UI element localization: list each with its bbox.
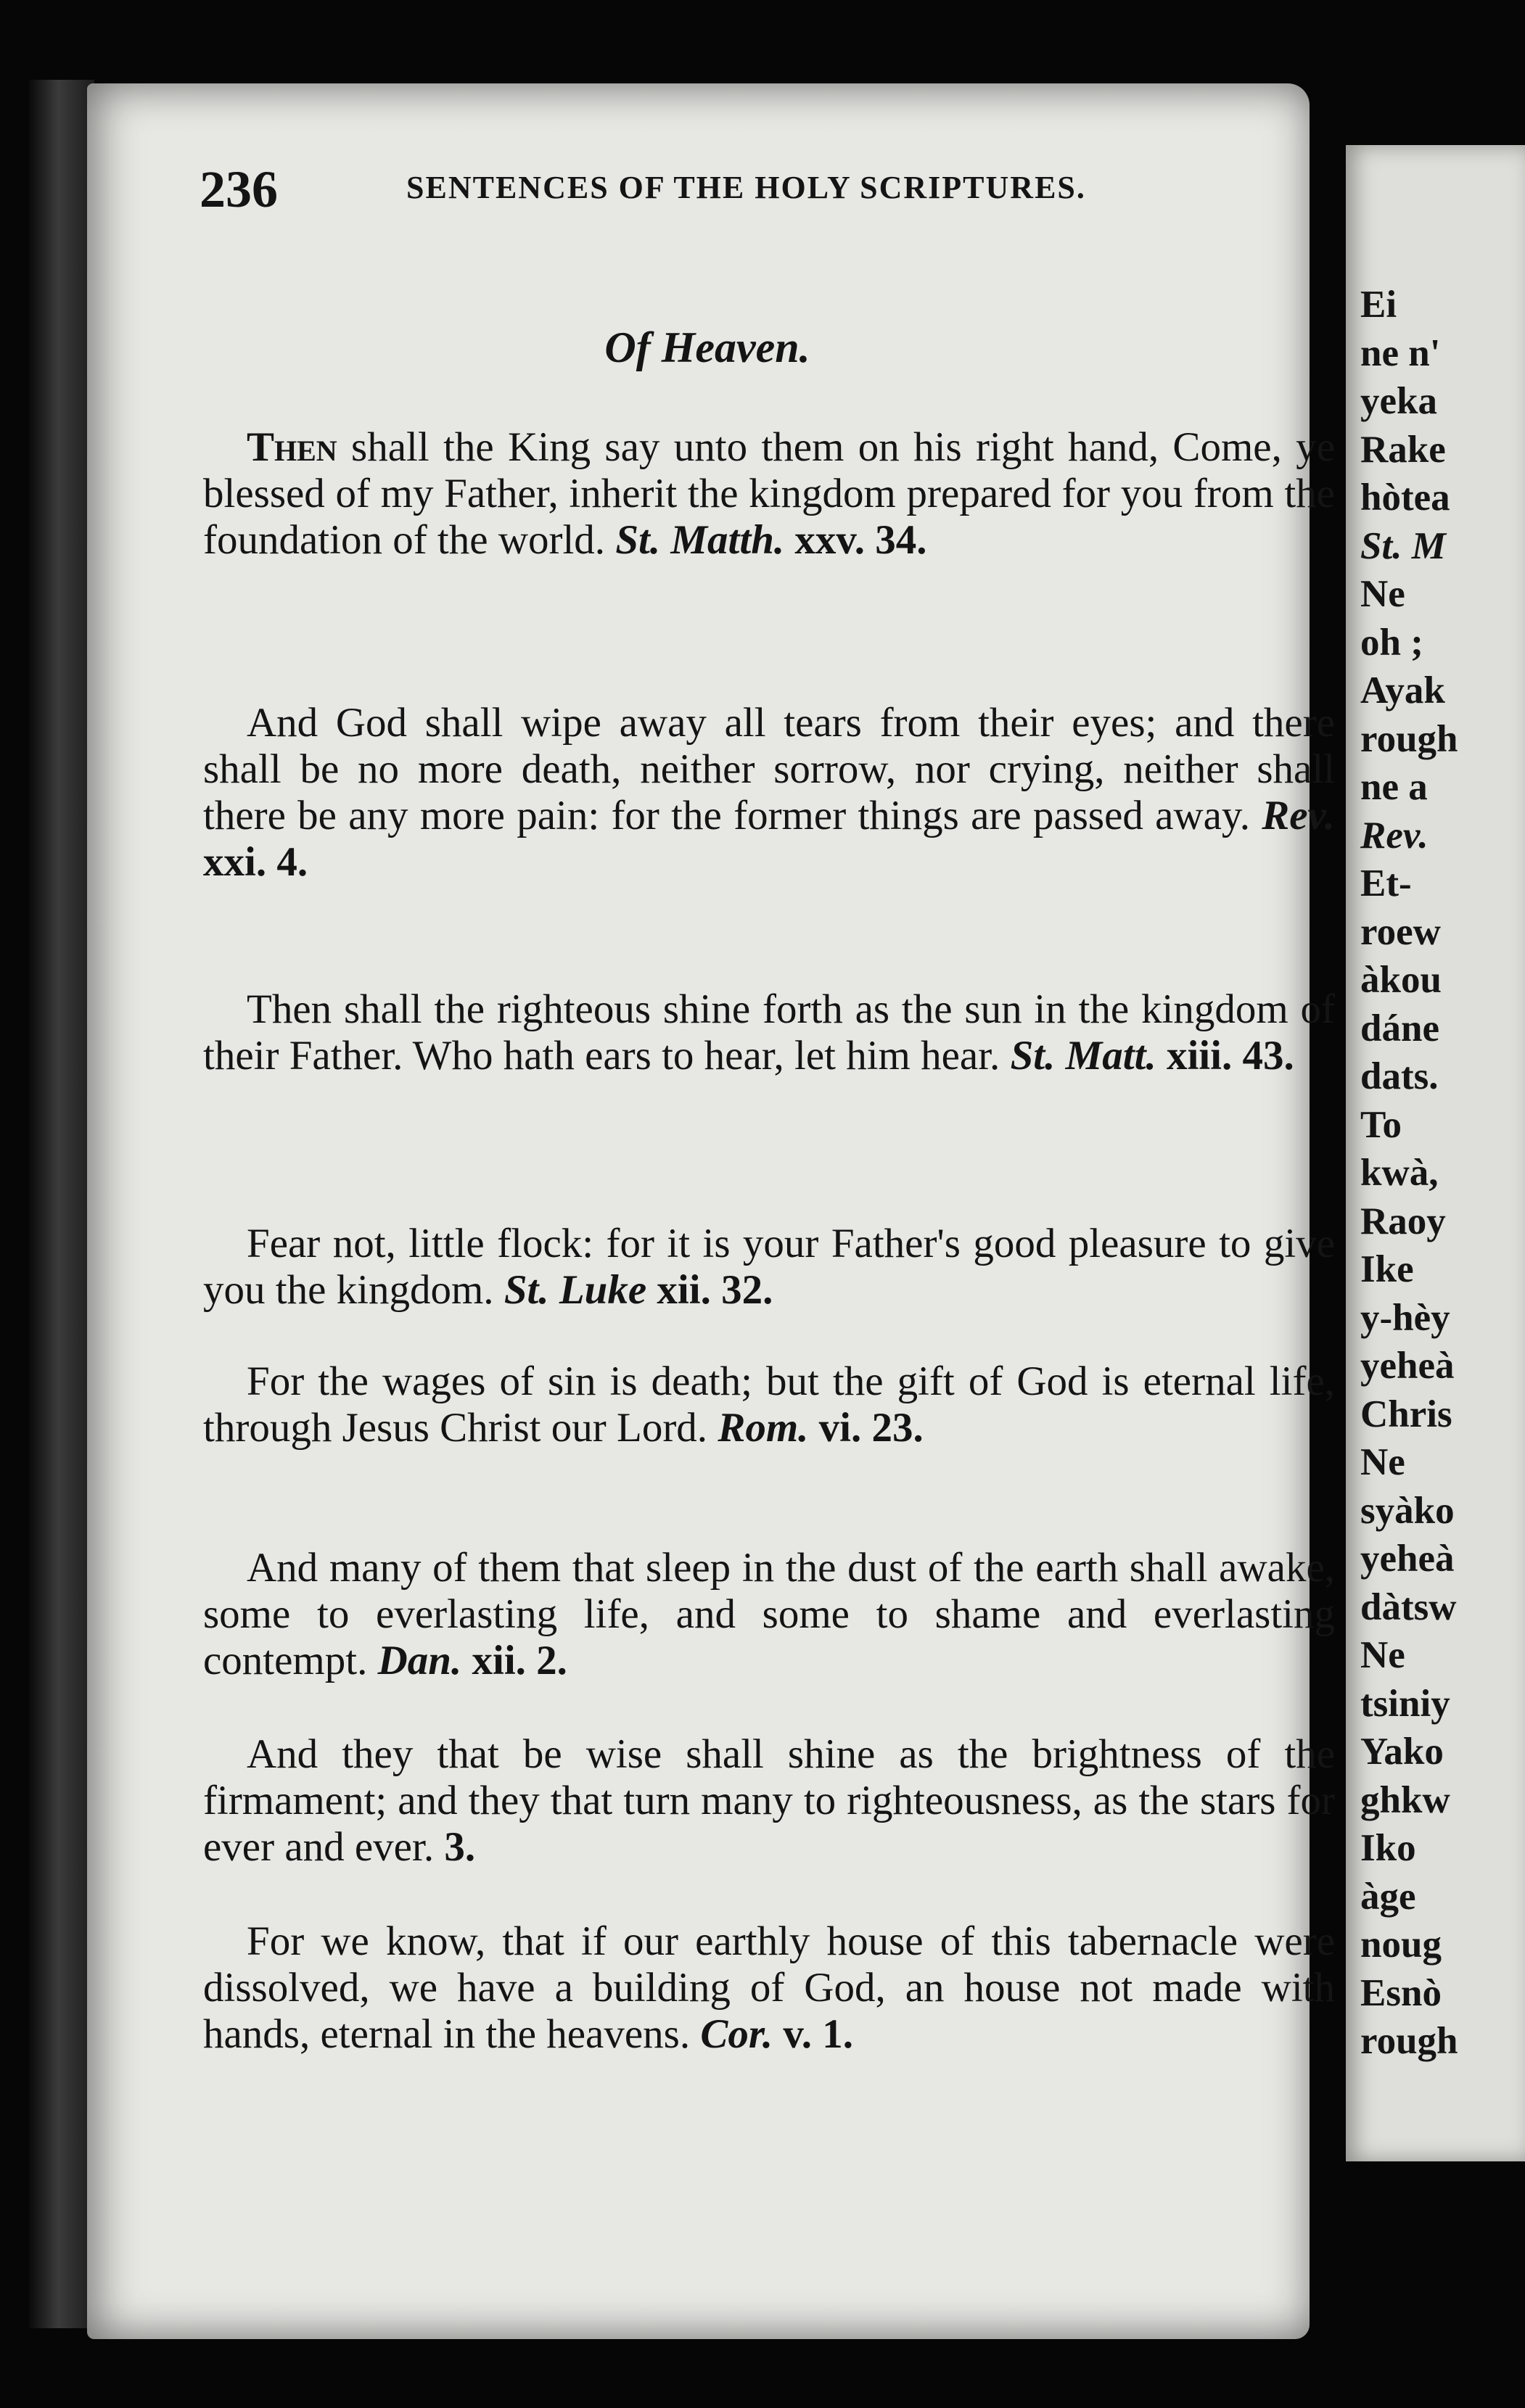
scripture-paragraph	[203, 1918, 1335, 2058]
facing-page-line: rough	[1360, 2020, 1458, 2062]
facing-page-line: Ne	[1360, 1441, 1405, 1483]
scripture-reference: St. Luke	[503, 1267, 647, 1313]
verse-number: vi. 23.	[808, 1405, 924, 1451]
facing-page-line: yeheà	[1360, 1538, 1455, 1580]
facing-page-line: Ne	[1360, 573, 1405, 615]
verse-number: xiii. 43.	[1156, 1033, 1294, 1079]
facing-page-line: ne n'	[1360, 331, 1441, 374]
facing-page-line: àkou	[1360, 959, 1442, 1001]
paragraph-text: shall the King say unto them on his right hand, Come, ye blessed of my Father, inherit the kingdom prepared for you from the foundation of the world.	[203, 424, 1335, 563]
left-page	[87, 83, 1335, 2339]
facing-page-line: rough	[1360, 717, 1458, 760]
facing-page-fragment	[1346, 145, 1525, 2161]
facing-page-line: Esnò	[1360, 1971, 1442, 2014]
scripture-reference: St. Matth.	[615, 517, 785, 563]
scripture-reference: Rom.	[718, 1405, 809, 1451]
facing-page-line: yeheà	[1360, 1345, 1455, 1387]
facing-page-line: dàtsw	[1360, 1586, 1457, 1628]
facing-page-line: hòtea	[1360, 477, 1450, 519]
verse-number: xii. 2.	[461, 1638, 567, 1683]
paragraph-text: For the wages of sin is death; but the gift of God is eternal life, through Jesus Christ our Lord.	[203, 1358, 1335, 1451]
scripture-paragraph	[203, 700, 1335, 886]
facing-page-line: dats.	[1360, 1055, 1439, 1097]
facing-page-line: yeka	[1360, 380, 1437, 422]
facing-page-line: Et-	[1360, 862, 1412, 904]
facing-page-line: Rev.	[1360, 814, 1429, 857]
paragraph-text: Then shall the righteous shine forth as the sun in the kingdom of their Father. Who hath ears to hear, let him hear.	[203, 986, 1335, 1079]
facing-page-line: Chris	[1360, 1393, 1452, 1435]
facing-page-line: Ayak	[1360, 669, 1445, 712]
paragraph-text: For we know, that if our earthly house of this tabernacle were dissolved, we have a building of God, an house not made with hands, eternal in the heavens.	[203, 1918, 1335, 2057]
facing-page-line: kwà,	[1360, 1152, 1439, 1194]
scripture-reference: St. Matt.	[1010, 1033, 1156, 1079]
paragraph-text: And many of them that sleep in the dust of the earth shall awake, some to everlasting life, and some to shame and everlasting contempt.	[203, 1545, 1335, 1683]
facing-page-line: tsiniy	[1360, 1682, 1450, 1725]
facing-page-line: ne a	[1360, 766, 1428, 808]
scripture-paragraph	[203, 1221, 1335, 1314]
scripture-paragraph	[203, 1358, 1335, 1451]
facing-page-line: syàko	[1360, 1489, 1455, 1532]
facing-page-line: roew	[1360, 910, 1441, 953]
facing-page-line: dáne	[1360, 1007, 1439, 1050]
running-head: SENTENCES OF THE HOLY SCRIPTURES.	[406, 170, 1086, 205]
scripture-reference: Rev.	[1262, 793, 1335, 838]
verse-number: xxv. 34.	[784, 517, 927, 563]
scripture-reference: Cor.	[700, 2011, 773, 2057]
scripture-paragraph	[203, 1545, 1335, 1684]
facing-page-line: noug	[1360, 1923, 1442, 1966]
facing-page-line: oh ;	[1360, 621, 1423, 664]
facing-page-line: àge	[1360, 1875, 1416, 1918]
facing-page-line: To	[1360, 1103, 1402, 1146]
facing-page-line: Rake	[1360, 428, 1446, 471]
facing-page-line: Ike	[1360, 1248, 1414, 1290]
facing-page-line: Yako	[1360, 1731, 1444, 1773]
verse-number: 3.	[444, 1824, 476, 1870]
paragraph-text: And God shall wipe away all tears from their eyes; and there shall be no more death, neither sorrow, nor crying, neither shall there be any more pain: for the former things are passed away.	[203, 700, 1335, 838]
facing-page-line: ghkw	[1360, 1778, 1450, 1821]
scripture-paragraph	[203, 1731, 1335, 1871]
book-binding-edge	[29, 80, 94, 2328]
paragraph-text: And they that be wise shall shine as the brightness of the firmament; and they that turn many to righteousness, as the stars for ever and ever.	[203, 1731, 1335, 1870]
verse-number: xxi. 4.	[203, 839, 308, 885]
facing-page-line: y-hèy	[1360, 1296, 1450, 1339]
facing-page-line: Ne	[1360, 1634, 1405, 1676]
scripture-reference: Dan.	[377, 1638, 462, 1683]
page-number: 236	[200, 160, 278, 218]
scripture-paragraph	[203, 986, 1335, 1079]
section-title: Of Heaven.	[604, 323, 810, 371]
facing-page-line: Raoy	[1360, 1200, 1446, 1242]
verse-number: xii. 32.	[646, 1267, 773, 1313]
facing-page-line: Ei	[1360, 284, 1397, 326]
verse-number: v. 1.	[773, 2011, 854, 2057]
paragraph-text: Fear not, little flock: for it is your Father's good pleasure to give you the kingdom.	[203, 1221, 1335, 1313]
facing-page-line: Iko	[1360, 1827, 1416, 1869]
facing-page-line: St. M	[1360, 524, 1446, 567]
paragraph-lead: Then	[247, 424, 337, 470]
scripture-paragraph	[203, 424, 1335, 564]
